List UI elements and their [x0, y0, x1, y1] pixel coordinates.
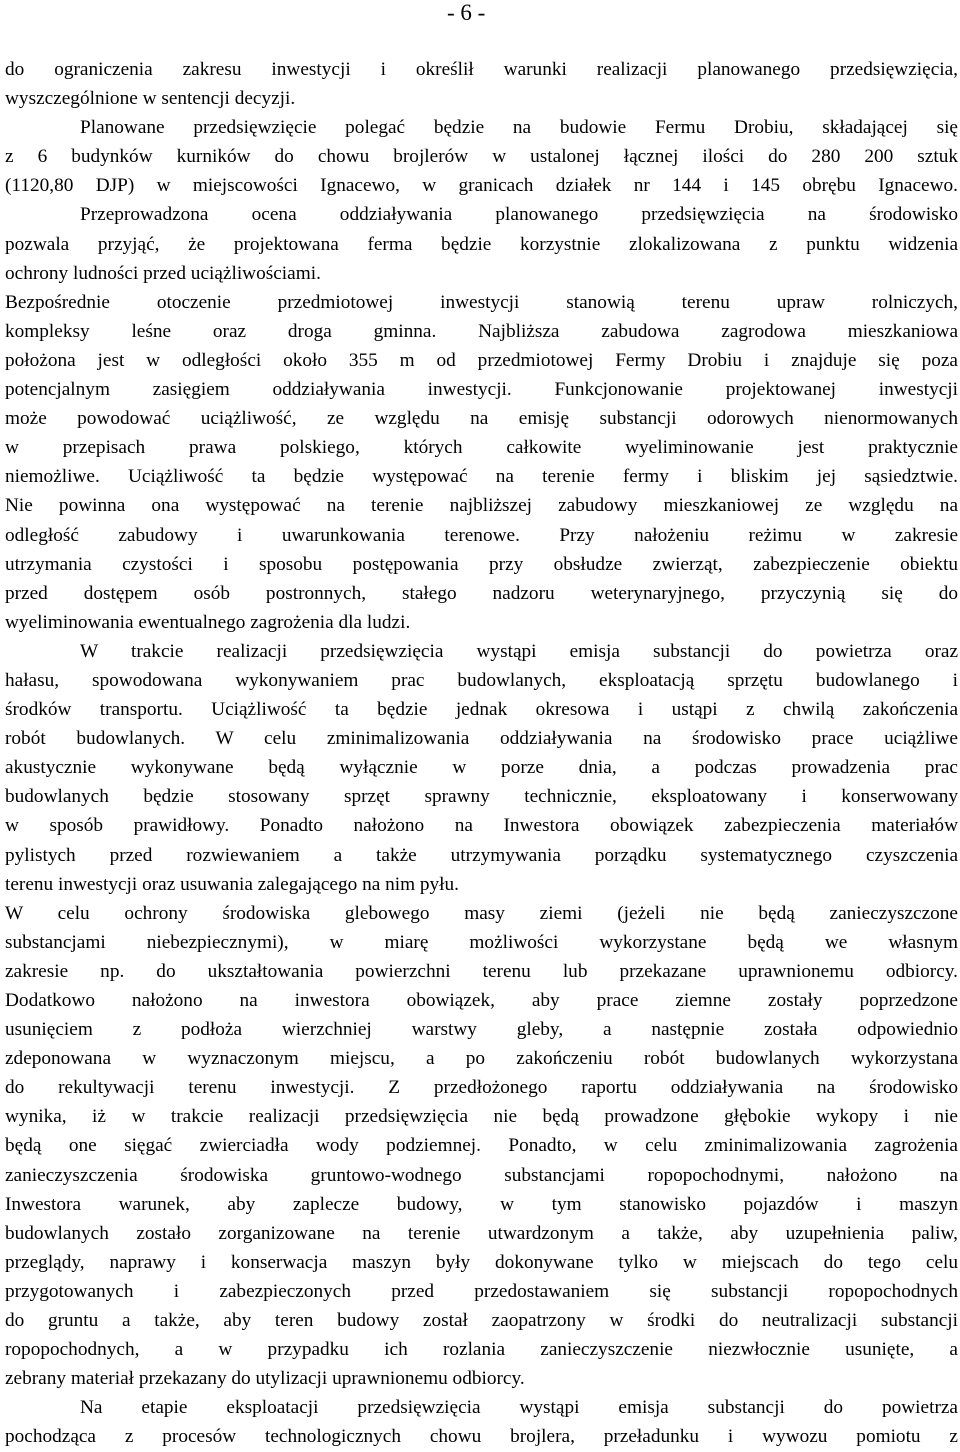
text-line: Na etapie eksploatacji przedsięwzięcia wystąpi emisja substancji do powietrza: [80, 1397, 958, 1419]
text-line: robót budowlanych. W celu zminimalizowania oddziaływania na środowisko prace uciążliwe: [5, 728, 958, 750]
text-line: do ograniczenia zakresu inwestycji i określił warunki realizacji planowanego przedsięwzięcia,: [5, 59, 958, 80]
text-line: zanieczyszczenia środowiska gruntowo-wodnego substancjami ropopochodnymi, nałożono na: [5, 1164, 958, 1186]
page-number: - 6 -: [447, 0, 486, 25]
text-line: pozwala przyjąć, że projektowana ferma będzie korzystnie zlokalizowana z punktu widzenia: [5, 233, 958, 255]
text-line: przygotowanych i zabezpieczonych przed przedostawaniem się substancji ropopochodnych: [5, 1280, 958, 1302]
text-line: wynika, iż w trakcie realizacji przedsięwzięcia nie będą prowadzone głębokie wykopy i nie: [5, 1106, 958, 1128]
text-line: hałasu, spowodowana wykonywaniem prac budowlanych, eksploatacją sprzętu budowlanego i: [5, 669, 958, 691]
text-line: akustycznie wykonywane będą wyłącznie w porze dnia, a podczas prowadzenia prac: [5, 757, 958, 779]
text-line: przeglądy, naprawy i konserwacja maszyn były dokonywane tylko w miejscach do tego celu: [5, 1251, 958, 1273]
text-line: W celu ochrony środowiska glebowego masy ziemi (jeżeli nie będą zanieczyszczone: [5, 902, 958, 924]
text-line: ropopochodnych, a w przypadku ich rozlania zanieczyszczenie niezwłocznie usunięte, a: [5, 1339, 958, 1361]
text-line: potencjalnym zasięgiem oddziaływania inwestycji. Funkcjonowanie projektowanej inwestycji: [5, 379, 958, 401]
text-line: będą one sięgać zwierciadła wody podziemnej. Ponadto, w celu zminimalizowania zagrożenia: [5, 1135, 958, 1157]
text-line: w przepisach prawa polskiego, których całkowite wyeliminowanie jest praktycznie: [5, 437, 958, 459]
text-line: W trakcie realizacji przedsięwzięcia wystąpi emisja substancji do powietrza oraz: [80, 640, 958, 662]
text-line: zakresie np. do ukształtowania powierzchni terenu lub przekazane uprawnionemu odbiorcy.: [5, 960, 958, 982]
text-line: Planowane przedsięwzięcie polegać będzie na budowie Fermu Drobiu, składającej się: [80, 117, 958, 139]
text-line: kompleksy leśne oraz droga gminna. Najbliższa zabudowa zagrodowa mieszkaniowa: [5, 320, 958, 342]
text-line: do gruntu a także, aby teren budowy został zaopatrzony w środki do neutralizacji substancji: [5, 1310, 958, 1332]
body-text: [5, 55, 958, 1452]
text-line: zdeponowana w wyznaczonym miejscu, a po zakończeniu robót budowlanych wykorzystana: [5, 1048, 958, 1070]
text-line: wyeliminowania ewentualnego zagrożenia dla ludzi.: [5, 611, 411, 633]
text-line: zebrany materiał przekazany do utylizacji uprawnionemu odbiorcy.: [5, 1368, 525, 1390]
text-line: położona jest w odległości około 355 m od przedmiotowej Fermy Drobiu i znajduje się poza: [5, 349, 958, 371]
text-line: usunięciem z podłoża wierzchniej warstwy gleby, a następnie została odpowiednio: [5, 1019, 958, 1041]
text-line: Bezpośrednie otoczenie przedmiotowej inwestycji stanowią terenu upraw rolniczych,: [5, 291, 958, 313]
text-line: utrzymania czystości i sposobu postępowania przy obsłudze zwierząt, zabezpieczenie obiektu: [5, 553, 958, 575]
text-line: Nie powinna ona występować na terenie najbliższej zabudowy mieszkaniowej ze względu na: [5, 495, 958, 517]
text-line: terenu inwestycji oraz usuwania zalegającego na nim pyłu.: [5, 873, 460, 895]
text-line: przed dostępem osób postronnych, stałego nadzoru weterynaryjnego, przyczynią się do: [5, 582, 958, 604]
text-line: (1120,80 DJP) w miejscowości Ignacewo, w granicach działek nr 144 i 145 obrębu Ignacewo.: [5, 175, 958, 197]
text-line: środków transportu. Uciążliwość ta będzie jednak okresowa i ustąpi z chwilą zakończenia: [5, 699, 958, 721]
text-line: ochrony ludności przed uciążliwościami.: [5, 262, 321, 284]
text-line: może powodować uciążliwość, ze względu na emisję substancji odorowych nienormowanych: [5, 408, 958, 430]
text-line: odległość zabudowy i uwarunkowania terenowe. Przy nałożeniu reżimu w zakresie: [5, 524, 958, 546]
text-line: wyszczególnione w sentencji decyzji.: [5, 88, 296, 110]
text-line: do rekultywacji terenu inwestycji. Z przedłożonego raportu oddziaływania na środowisko: [5, 1077, 958, 1099]
text-line: niemożliwe. Uciążliwość ta będzie występować na terenie fermy i bliskim jej sąsiedztwie.: [5, 466, 958, 488]
text-line: budowlanych zostało zorganizowane na terenie utwardzonym a także, aby uzupełnienia paliw,: [5, 1222, 958, 1244]
text-line: Przeprowadzona ocena oddziaływania planowanego przedsięwzięcia na środowisko: [80, 204, 958, 226]
text-line: z 6 budynków kurników do chowu brojlerów w ustalonej łącznej ilości do 280 200 sztuk: [5, 146, 958, 168]
text-line: substancjami niebezpiecznymi), w miarę możliwości wykorzystane będą we własnym: [5, 931, 958, 953]
text-line: budowlanych będzie stosowany sprzęt sprawny technicznie, eksploatowany i konserwowany: [5, 786, 958, 808]
text-line: pylistych przed rozwiewaniem a także utrzymywania porządku systematycznego czyszczenia: [5, 844, 958, 866]
text-line: pochodząca z procesów technologicznych chowu brojlera, przeładunku i wywozu pomiotu z: [5, 1426, 958, 1448]
text-line: Dodatkowo nałożono na inwestora obowiązek, aby prace ziemne zostały poprzedzone: [5, 990, 958, 1011]
text-line: Inwestora warunek, aby zaplecze budowy, w tym stanowisko pojazdów i maszyn: [5, 1193, 958, 1215]
text-line: w sposób prawidłowy. Ponadto nałożono na Inwestora obowiązek zabezpieczenia materiałów: [5, 815, 958, 837]
